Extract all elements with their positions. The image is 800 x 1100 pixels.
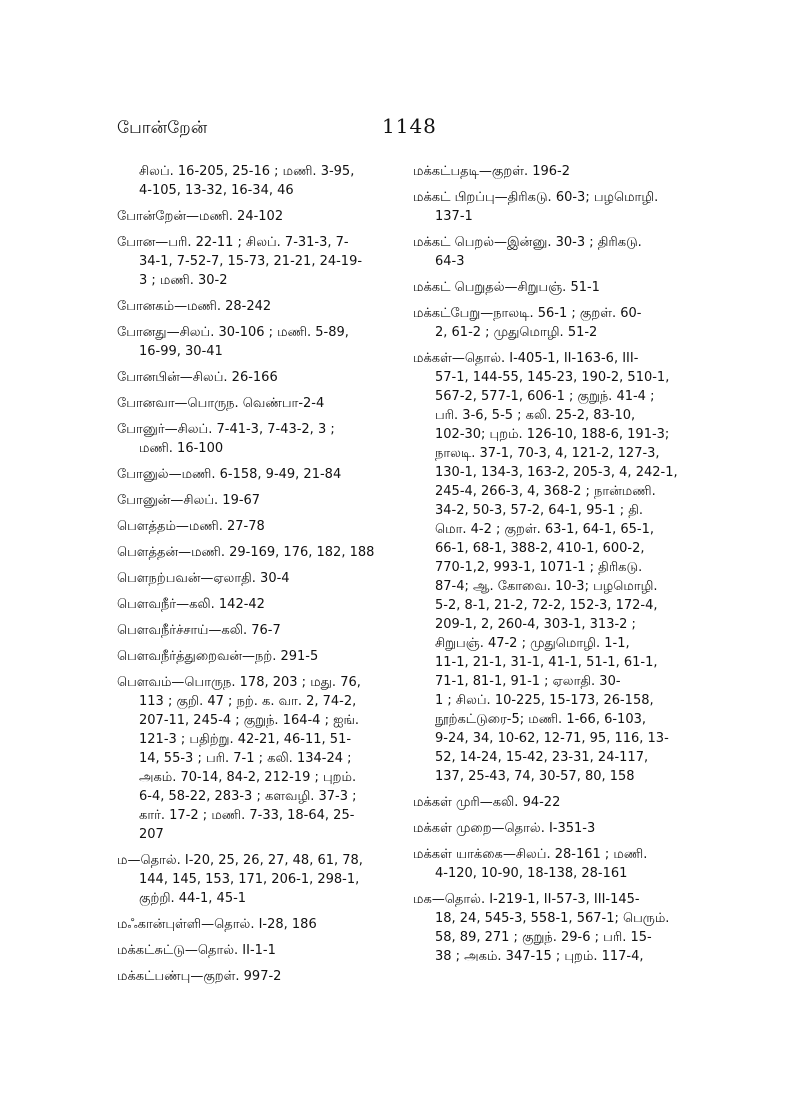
index-entry: மஃகான்புள்ளி—தொல். I-28, 186: [117, 917, 317, 932]
index-entry: பௌவநீர்ச்சாய்—கலி. 76-7: [117, 623, 281, 638]
index-entry: போன்றேன்—மணி. 24-102: [117, 209, 284, 224]
index-entry: மக்கள் யாக்கை—சிலப். 28-161 ; மணி. 4-120, 10-90, 18-138, 28-161: [413, 847, 648, 881]
index-entry: மக்கள்—தொல். I-405-1, II-163-6, III- 57-1, 144-55, 145-23, 190-2, 510-1, 567-2, 577-1, 606-1 ; குறுந். 41-4 ; பரி. 3-6, 5-5 ; கலி. 25-2, 83-10, 102-30; புறம். 126-10, 188-6, 191-3; நாலடி. 37-1, 70-3, 4, 121-2, 127-3, 130-1, 134-3, 163-2, 205-3, 4, 242-1, 245-4, 266-3, 4, 368-2 ; நான்மணி. 34-2, 50-3, 57-2, 64-1, 95-1 ; தி. மொ. 4-2 ; குறள். 63-1, 64-1, 65-1, 66-1, 68-1, 388-2, 410-1, 600-2, 770-1,2, 993-1, 1071-1 ; திரிகடு. 87-4; ஆ. கோவை. 10-3; பழமொழி. 5-2, 8-1, 21-2, 72-2, 152-3, 172-4, 209-1, 2, 260-4, 303-1, 313-2 ; சிறுபஞ். 47-2 ; முதுமொழி. 1-1, 11-1, 21-1, 31-1, 41-1, 51-1, 61-1, 71-1, 81-1, 91-1 ; ஏலாதி. 30- 1 ; சிலப். 10-225, 15-173, 26-158, நூற்கட்டுரை-5; மணி. 1-66, 6-103, 9-24, 34, 10-62, 12-71, 95, 116, 13- 52, 14-24, 15-42, 23-31, 24-117, 137, 25-43, 74, 30-57, 80, 158: [413, 351, 678, 784]
index-entry: ம—தொல். I-20, 25, 26, 27, 48, 61, 78, 144, 145, 153, 171, 206-1, 298-1, குற்றி. 44-1, 45-1: [117, 853, 363, 906]
index-entry: மக்கட்பதடி—குறள். 196-2: [413, 164, 571, 179]
index-entry: பௌத்தம்—மணி. 27-78: [117, 519, 265, 534]
index-entry: போனது—சிலப். 30-106 ; மணி. 5-89, 16-99, 30-41: [117, 325, 349, 359]
index-entry: மக்கட் பெறுதல்—சிறுபஞ். 51-1: [413, 280, 600, 295]
index-entry: பௌவநீர்—கலி. 142-42: [117, 597, 265, 612]
left-column: [117, 162, 389, 993]
running-head: போன்றேன்: [117, 118, 208, 138]
index-entry: மக்கள் முரி—கலி. 94-22: [413, 795, 561, 810]
index-entry: மக்கட் பிறப்பு—திரிகடு. 60-3; பழமொழி. 137-1: [413, 190, 659, 224]
index-entry: மக—தொல். I-219-1, II-57-3, III-145- 18, 24, 545-3, 558-1, 567-1; பெரும். 58, 89, 271 ; குறுந். 29-6 ; பரி. 15- 38 ; அகம். 347-15 ; புறம். 117-4,: [413, 892, 670, 964]
index-entry: போனவா—பொருந. வெண்பா-2-4: [117, 396, 325, 411]
index-entry: பௌவநீர்த்துறைவன்—நற். 291-5: [117, 649, 319, 664]
index-entry: மக்கள் முறை—தொல். I-351-3: [413, 821, 596, 836]
index-entry: போனுர்—சிலப். 7-41-3, 7-43-2, 3 ; மணி. 16-100: [117, 422, 335, 456]
index-entry: சிலப். 16-205, 25-16 ; மணி. 3-95, 4-105, 13-32, 16-34, 46: [139, 164, 355, 198]
page-number: 1148: [382, 114, 437, 138]
index-entry: போன—பரி. 22-11 ; சிலப். 7-31-3, 7- 34-1, 7-52-7, 15-73, 21-21, 24-19- 3 ; மணி. 30-2: [117, 235, 363, 288]
index-entry: மக்கட் பெறல்—இன்னு. 30-3 ; திரிகடு. 64-3: [413, 235, 642, 269]
index-entry: போனுல்—மணி. 6-158, 9-49, 21-84: [117, 467, 342, 482]
index-entry: பௌவம்—பொருந. 178, 203 ; மது. 76, 113 ; குறி. 47 ; நற். க. வா. 2, 74-2, 207-11, 245-4 ; குறுந். 164-4 ; ஐங். 121-3 ; பதிற்று. 42-21, 46-11, 51- 14, 55-3 ; பரி. 7-1 ; கலி. 134-24 ; அகம். 70-14, 84-2, 212-19 ; புறம். 6-4, 58-22, 283-3 ; களவழி. 37-3 ; கார். 17-2 ; மணி. 7-33, 18-64, 25- 207: [117, 675, 361, 842]
index-entry: மக்கட்சுட்டு—தொல். II-1-1: [117, 943, 276, 958]
index-entry: போனகம்—மணி. 28-242: [117, 299, 272, 314]
index-entry: மக்கட்பேறு—நாலடி. 56-1 ; குறள். 60- 2, 61-2 ; முதுமொழி. 51-2: [413, 306, 642, 340]
index-entry: போனுன்—சிலப். 19-67: [117, 493, 261, 508]
index-entry: மக்கட்பண்பு—குறள். 997-2: [117, 969, 282, 984]
index-entry: போனபின்—சிலப். 26-166: [117, 370, 278, 385]
index-entry: பௌநற்பவன்—ஏலாதி. 30-4: [117, 571, 290, 586]
index-entry: பௌத்தன்—மணி. 29-169, 176, 182, 188: [117, 545, 375, 560]
right-column: [413, 162, 690, 973]
